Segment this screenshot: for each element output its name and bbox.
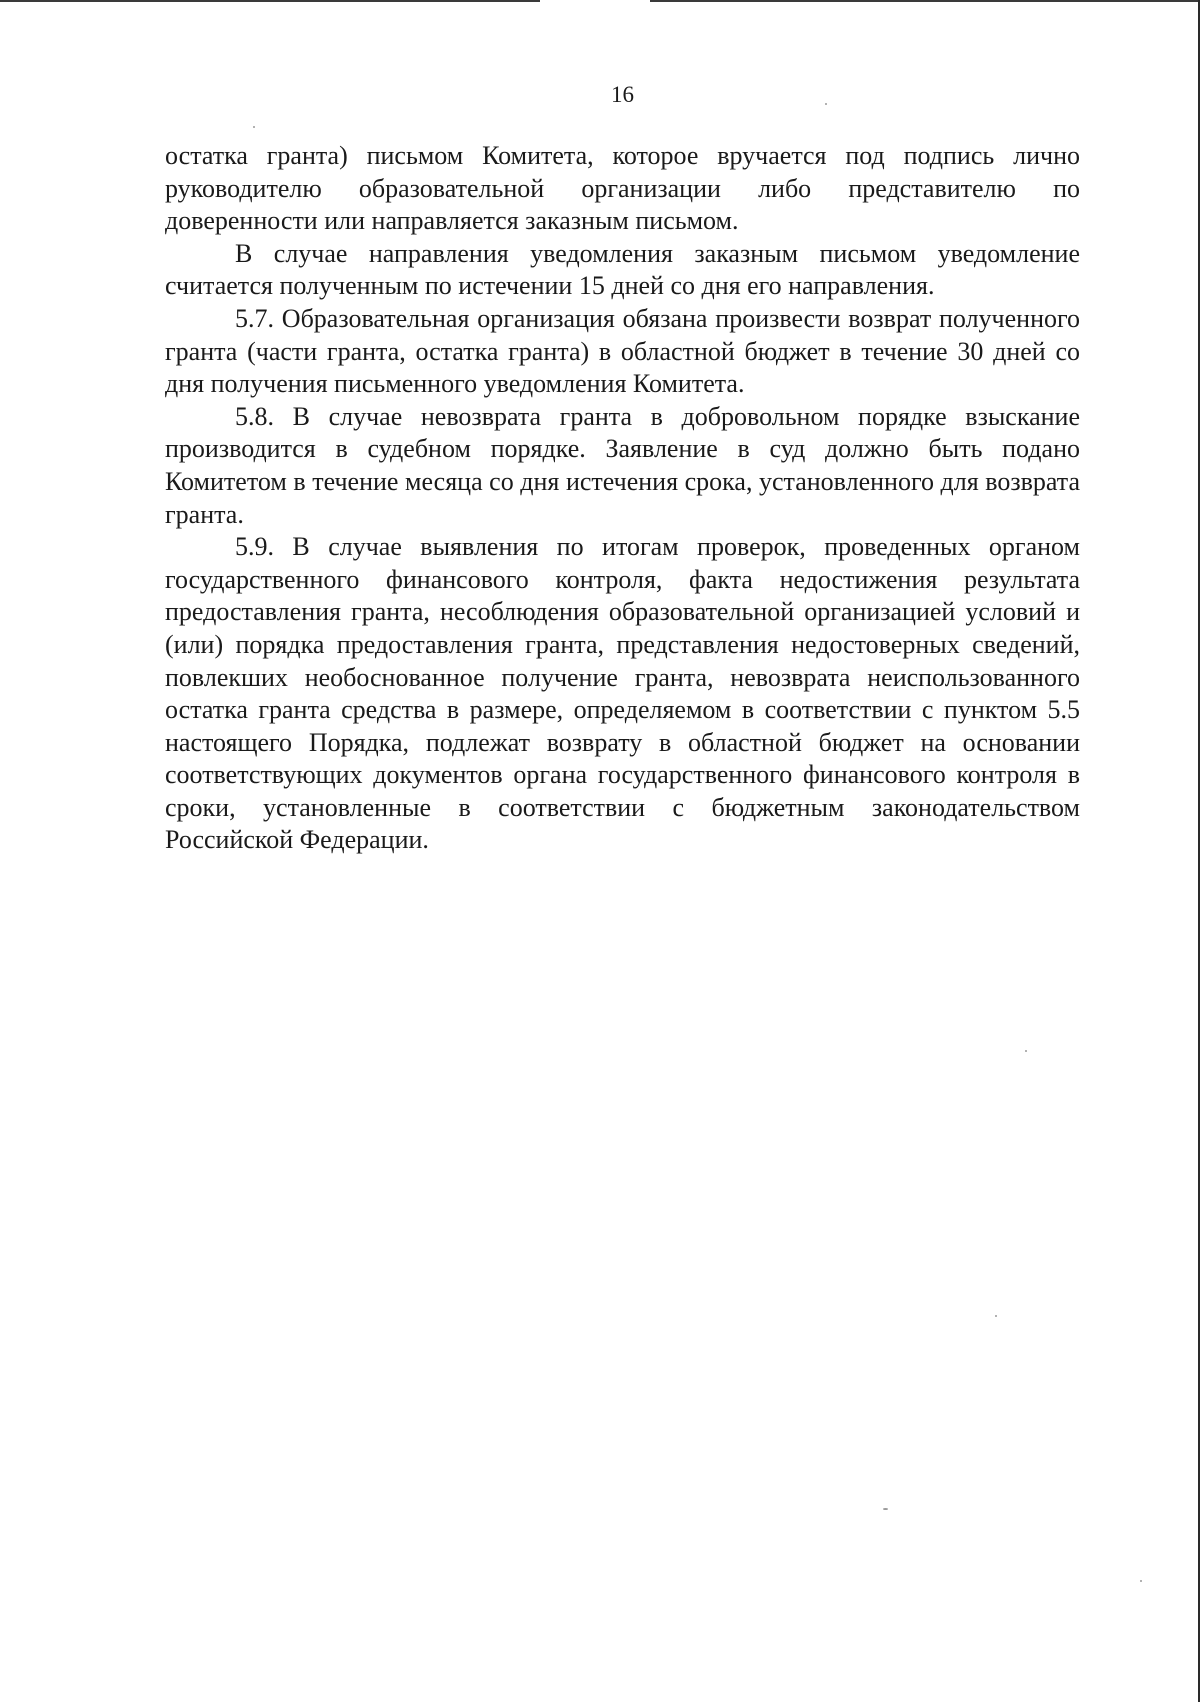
scan-edge-top-right — [650, 0, 1200, 2]
document-body — [165, 140, 1080, 857]
scan-speck — [1140, 1580, 1142, 1582]
page-number: 16 — [611, 82, 634, 107]
paragraph-5-9: 5.9. В случае выявления по итогам проверок, проведенных органом государственного финансового контроля, факта недостижения результата предоставления гранта, несоблюдения образовательной организацией условий и (или) порядка предоставления гранта, представления недостоверных сведений, повлекших необоснованное получение гранта, невозврата неиспользованного остатка гранта средства в размере, определяемом в соответствии с пунктом 5.5 настоящего Порядка, подлежат возврату в областной бюджет на основании соответствующих документов органа государственного финансового контроля в сроки, установленные в соответствии с бюджетным законодательством Российской Федерации. — [165, 532, 1080, 855]
scan-edge-top-left — [0, 0, 540, 2]
paragraph-5-8: 5.8. В случае невозврата гранта в добровольном порядке взыскание производится в судебном порядке. Заявление в суд должно быть подано Комитетом в течение месяца со дня истечения срока, установленного для возврата гранта. — [165, 401, 1080, 529]
scan-speck — [995, 1315, 997, 1317]
scan-speck — [825, 103, 827, 105]
scan-speck — [883, 1508, 888, 1510]
scan-speck — [253, 126, 255, 128]
paragraph-5-7: 5.7. Образовательная организация обязана произвести возврат полученного гранта (части гранта, остатка гранта) в областной бюджет в течение 30 дней со дня получения письменного уведомления Комитета. — [165, 303, 1080, 399]
scan-speck — [1025, 1050, 1027, 1052]
paragraph-continuation: остатка гранта) письмом Комитета, которое вручается под подпись лично руководителю образовательной организации либо представителю по доверенности или направляется заказным письмом. — [165, 141, 1080, 236]
paragraph-notification: В случае направления уведомления заказным письмом уведомление считается полученным по истечении 15 дней со дня его направления. — [165, 238, 1080, 301]
